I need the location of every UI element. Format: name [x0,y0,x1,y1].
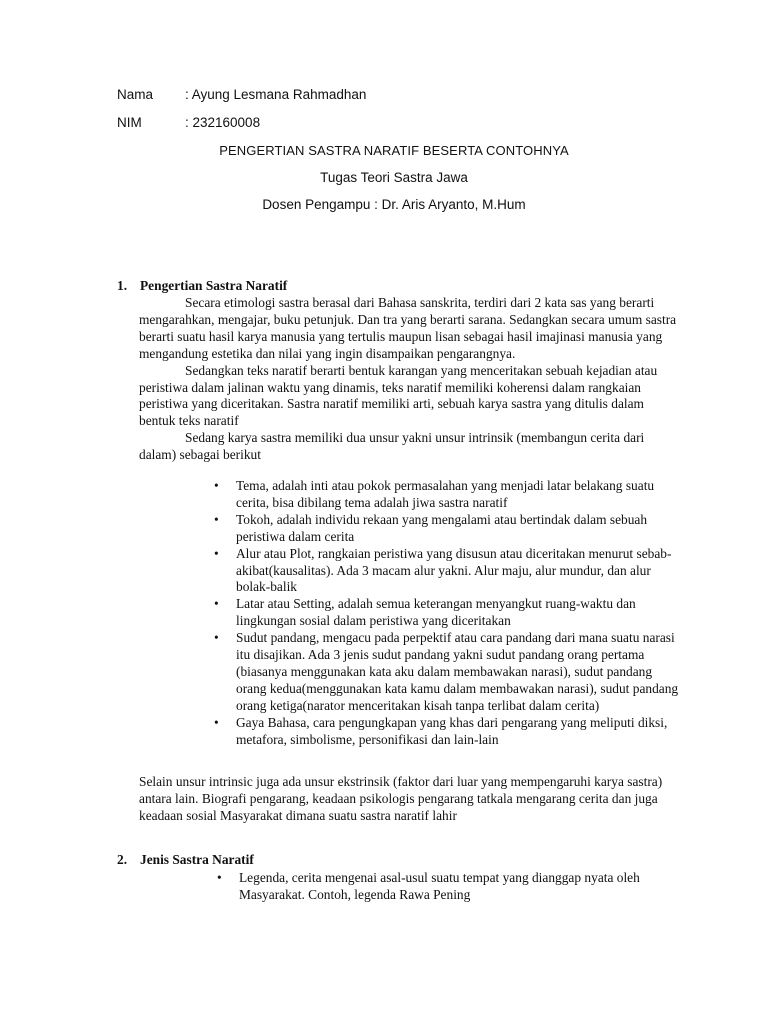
list-item-text: Tema, adalah inti atau pokok permasalahan yang menjadi latar belakang suatu cerita, bisa dibilang tema adalah jiwa sastra naratif [236,478,655,510]
nim-row [117,115,260,130]
list-item-gaya-bahasa [214,714,684,749]
paragraph-teks-naratif: Sedangkan teks naratif berarti bentuk karangan yang menceritakan sebuah kejadian atau peristiwa dalam jalinan waktu yang dinamis, teks naratif memiliki koherensi dalam rangkaian peristiwa yang diceritakan. Sastra naratif memiliki arti, sebuah karya sastra yang ditulis dalam bentuk teks naratif [139,362,658,429]
document-subtitle: Tugas Teori Sastra Jawa [320,170,468,185]
list-item-text: Latar atau Setting, adalah semua keterangan menyangkut ruang-waktu dan lingkungan sosial dalam peristiwa yang diceritakan [236,596,636,629]
list-item-legenda [217,870,679,904]
section-2-title: Jenis Sastra Naratif [140,852,254,867]
name-value: : Ayung Lesmana Rahmadhan [185,87,367,102]
list-item-text: Sudut pandang, mengacu pada perpektif atau cara pandang dari mana suatu narasi itu disajikan. Ada 3 jenis sudut pandang yakni sudut pandang orang pertama (biasanya menggunakan kata aku dalam membawakan narasi), sudut pandang orang kedua(menggunakan kata kamu dalam membawakan narasi), sudut pandang orang ketiga(narator menceritakan kisah tanpa terlibat dalam cerita) [236,630,679,713]
section-2-number: 2. [117,852,128,867]
intrinsic-element-list [214,478,684,749]
bullet-icon: • [214,511,219,527]
section-2-heading [117,852,254,869]
narrative-type-list [217,870,679,904]
bullet-icon: • [217,870,222,885]
section-1-title: Pengertian Sastra Naratif [140,278,288,293]
list-item-text: Legenda, cerita mengenai asal-usul suatu tempat yang dianggap nyata oleh Masyarakat. Contoh, legenda Rawa Pening [239,870,640,902]
list-item-tema [214,478,684,512]
list-item-text: Alur atau Plot, rangkaian peristiwa yang disusun atau diceritakan menurut sebab-akibat(kausalitas). Ada 3 macam alur yakni. Alur maju, alur mundur, dan alur bolak-balik [236,545,672,595]
list-item-alur [214,545,684,597]
name-label: Nama [117,87,154,102]
bullet-icon: • [214,714,219,730]
section-1-body [139,295,679,464]
paragraph-unsur: Sedang karya sastra memiliki dua unsur yakni unsur intrinsik (membangun cerita dari dalam) sebagai berikut [139,430,645,463]
section-1-heading [117,278,287,295]
document-title: PENGERTIAN SASTRA NARATIF BESERTA CONTOHNYA [219,143,569,158]
list-item-tokoh [214,511,684,546]
list-item-latar [214,596,684,630]
section-1-number: 1. [117,278,128,293]
paragraph-ekstrinsik: Selain unsur intrinsic juga ada unsur ekstrinsik (faktor dari luar yang mempengaruhi karya sastra) antara lain. Biografi pengarang, keadaan psikologis pengarang tatkala mengarang cerita dan juga keadaan sosial Masyarakat dimana suatu sastra naratif lahir [139,774,663,823]
bullet-icon: • [214,545,219,561]
list-item-text: Gaya Bahasa, cara pengungkapan yang khas dari pengarang yang meliputi diksi, metafora, simbolisme, personifikasi dan lain-lain [236,714,668,747]
lecturer-line: Dosen Pengampu : Dr. Aris Aryanto, M.Hum [262,197,526,212]
bullet-icon: • [214,596,219,612]
paragraph-etimologi: Secara etimologi sastra berasal dari Bahasa sanskrita, terdiri dari 2 kata sas yang berarti mengarahkan, mengajar, buku petunjuk. Dan tra yang berarti sarana. Sedangkan secara umum sastra berarti suatu hasil karya manusia yang tertulis maupun lisan sebagai hasil imajinasi manusia yang mengandung estetika dan nilai yang ingin disampaikan pengarangnya. [139,295,677,361]
list-item-text: Tokoh, adalah individu rekaan yang mengalami atau bertindak dalam sebuah peristiwa dalam cerita [236,511,648,544]
name-row [117,87,366,102]
bullet-icon: • [214,478,219,493]
bullet-icon: • [214,630,219,646]
nim-label: NIM [117,115,142,130]
list-item-sudut-pandang [214,630,684,715]
nim-value: : 232160008 [185,115,261,130]
